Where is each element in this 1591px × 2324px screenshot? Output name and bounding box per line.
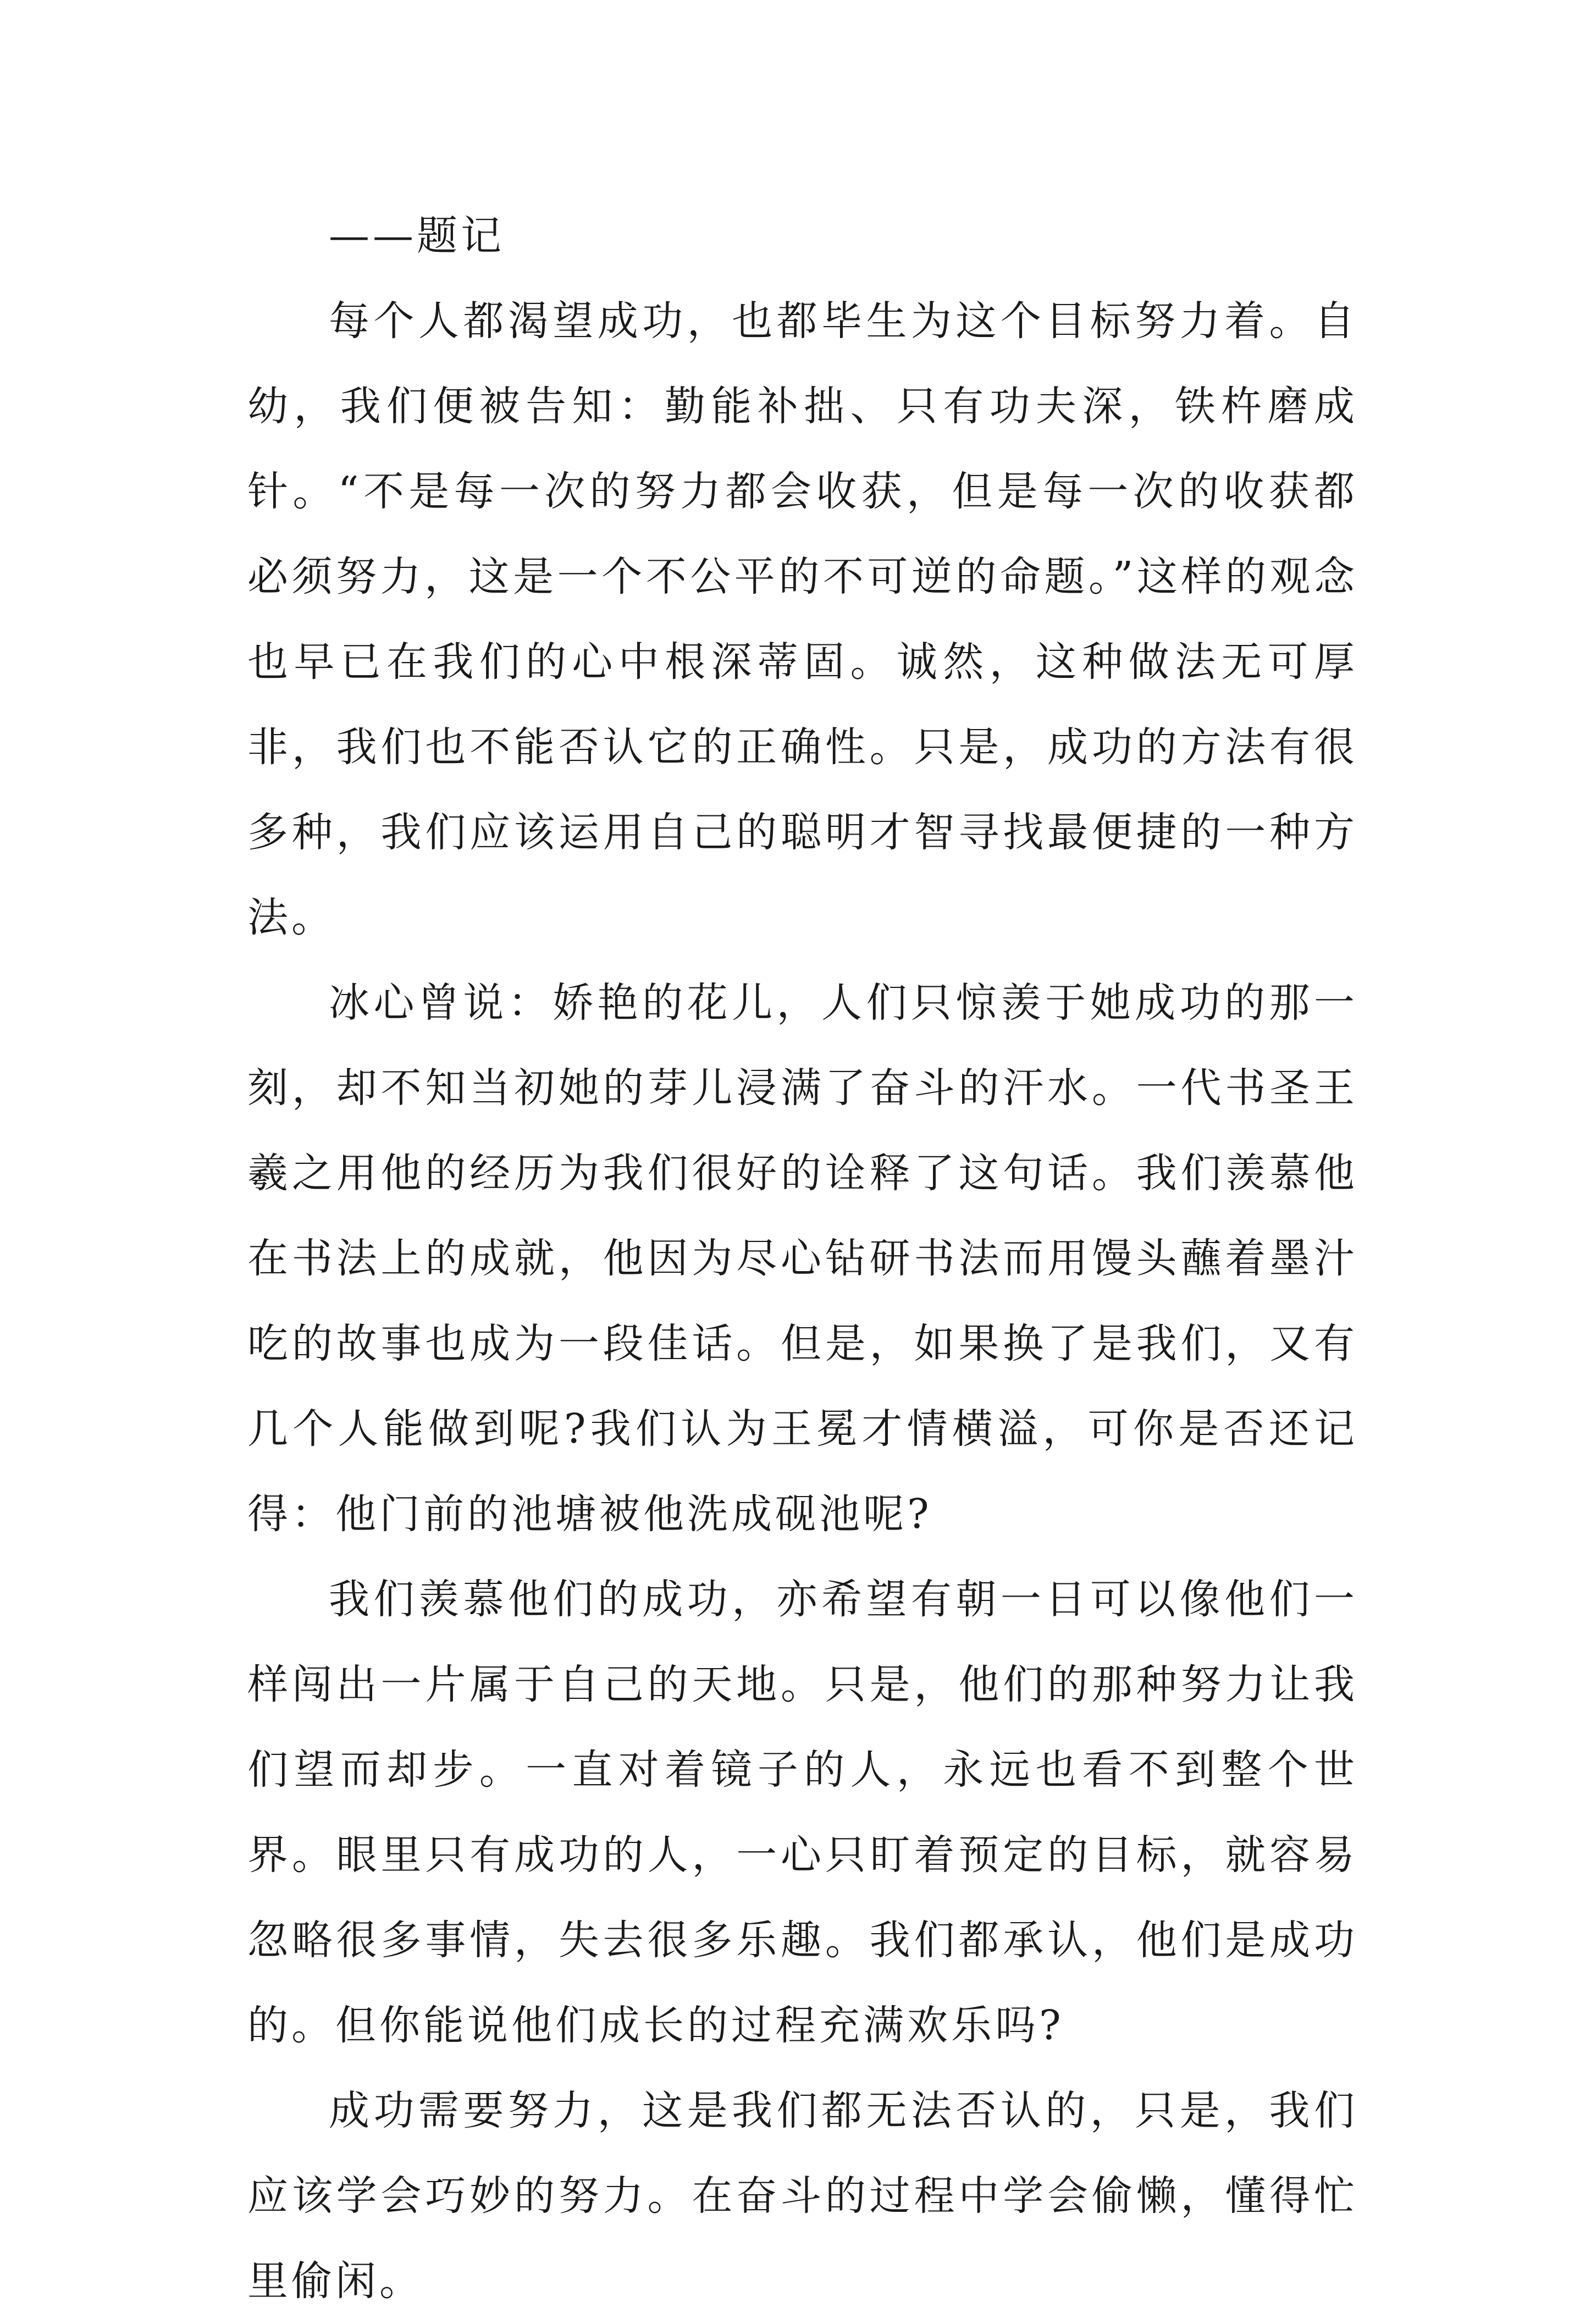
paragraph-3: 我们羡慕他们的成功，亦希望有朝一日可以像他们一样闯出一片属于自己的天地。只是，他们的那种努力让我们望而却步。一直对着镜子的人，永远也看不到整个世界。眼里只有成功的人，一心只盯着预定的目标，就容易忽略很多事情，失去很多乐趣。我们都承认，他们是成功的。但你能说他们成长的过程充满欢乐吗? bbox=[247, 1576, 1358, 2049]
paragraph-4: 成功需要努力，这是我们都无法否认的，只是，我们应该学会巧妙的努力。在奋斗的过程中学会偷懒，懂得忙里偷闲。 bbox=[247, 2087, 1358, 2305]
article-body bbox=[247, 194, 1358, 2324]
paragraph-1: 每个人都渴望成功，也都毕生为这个目标努力着。自幼，我们便被告知：勤能补拙、只有功夫深，铁杵磨成针。“不是每一次的努力都会收获，但是每一次的收获都必须努力，这是一个不公平的不可逆的命题。”这样的观念也早已在我们的心中根深蒂固。诚然，这种做法无可厚非，我们也不能否认它的正确性。只是，成功的方法有很多种，我们应该运用自己的聪明才智寻找最便捷的一种方法。 bbox=[247, 297, 1358, 941]
epigraph-signature: ——题记 bbox=[329, 212, 505, 260]
paragraph-2: 冰心曾说：娇艳的花儿，人们只惊羡于她成功的那一刻，却不知当初她的芽儿浸满了奋斗的汗水。一代书圣王羲之用他的经历为我们很好的诠释了这句话。我们羡慕他在书法上的成就，他因为尽心钻研书法而用馒头蘸着墨汁吃的故事也成为一段佳话。但是，如果换了是我们，又有几个人能做到呢?我们认为王冕才情横溢，可你是否还记得：他门前的池塘被他洗成砚池呢? bbox=[247, 979, 1358, 1538]
